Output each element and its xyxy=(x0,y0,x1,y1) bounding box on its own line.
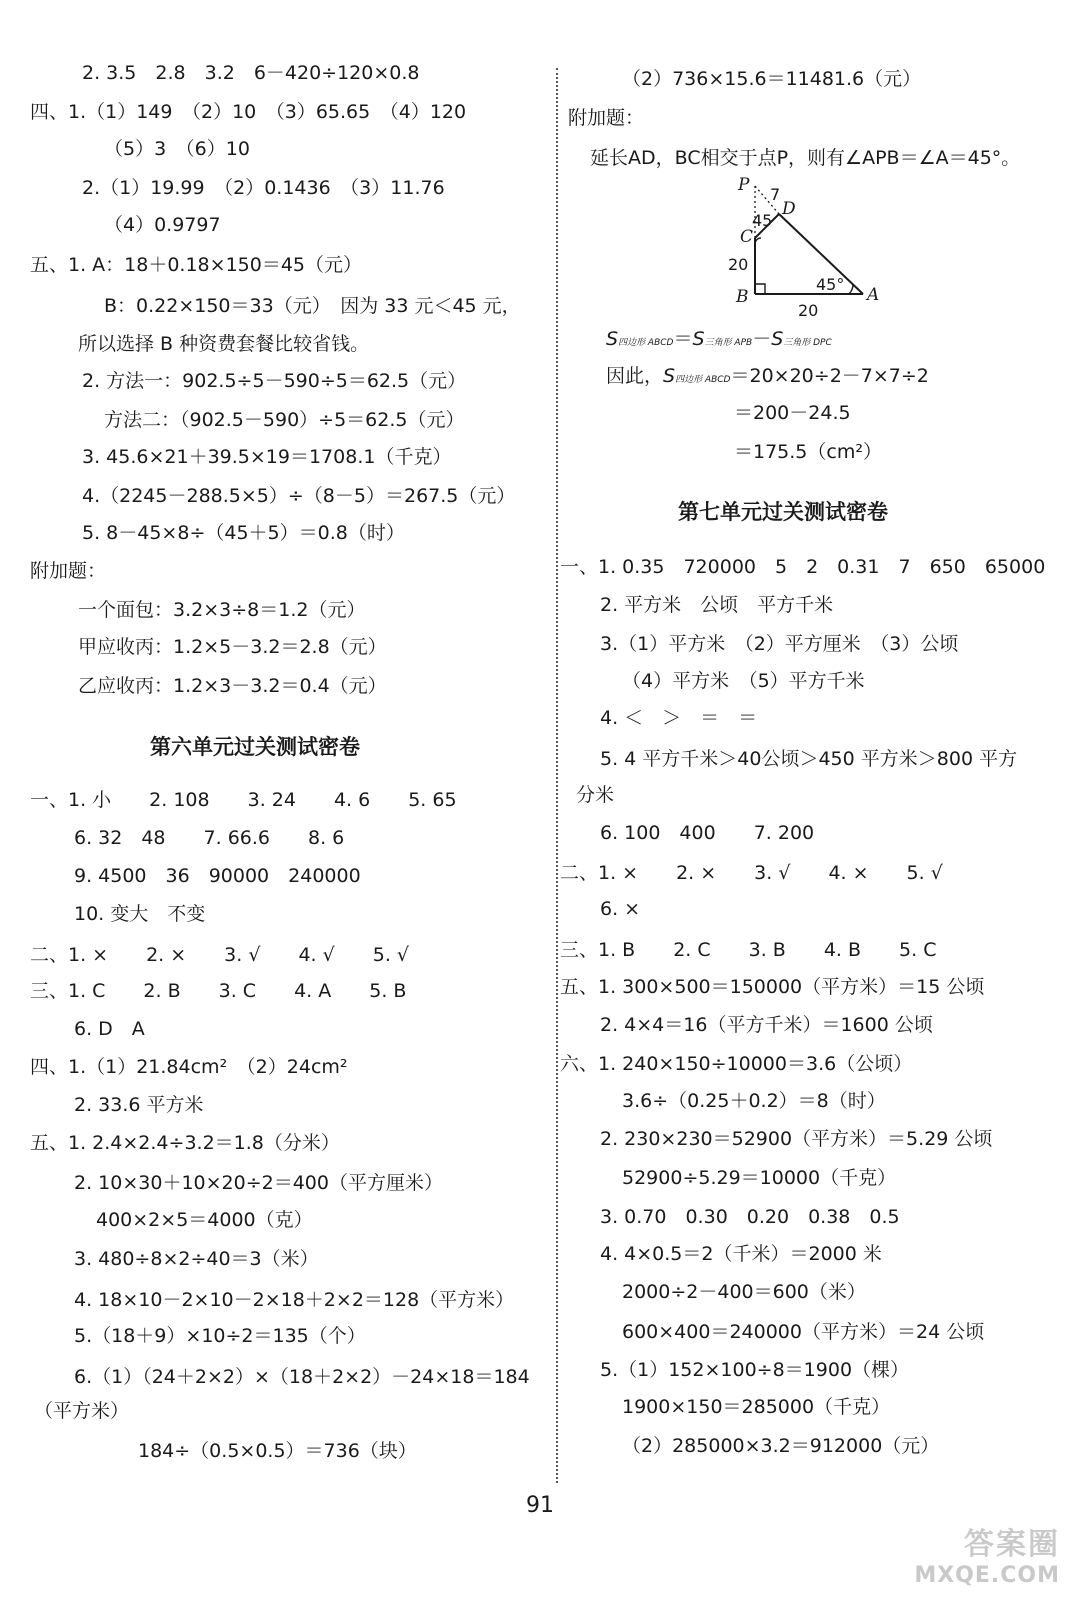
area-subscript: 四边形 ABCD xyxy=(618,338,674,348)
watermark-domain: MXQE.COM xyxy=(914,1563,1060,1588)
answer-line: 6.（1）（24＋2×2）×（18＋2×2）－24×18＝184 xyxy=(74,1366,530,1388)
label-ba-length: 20 xyxy=(798,301,819,320)
answer-line: 2. 4×4＝16（平方千米）＝1600 公顷 xyxy=(600,1014,933,1036)
area-subscript: 四边形 ABCD xyxy=(675,375,731,385)
answer-line: 3. 0.70 0.30 0.20 0.38 0.5 xyxy=(600,1206,900,1228)
answer-line: 52900÷5.29＝10000（千克） xyxy=(622,1167,897,1189)
answer-line: 1900×150＝285000（千克） xyxy=(622,1396,891,1418)
label-c: C xyxy=(740,227,754,247)
answer-line: 600×400＝240000（平方米）＝24 公顷 xyxy=(622,1321,985,1343)
calc-prefix: 因此， xyxy=(606,365,664,387)
area-symbol: S xyxy=(663,365,676,387)
area-formula xyxy=(606,326,832,356)
area-calc-line: ＝175.5（cm²） xyxy=(734,441,882,463)
answer-line: 四、1.（1）21.84cm² （2）24cm² xyxy=(30,1056,348,1078)
answer-line: 3.（1）平方米 （2）平方厘米 （3）公顷 xyxy=(600,633,959,655)
answer-line: 五、1. 300×500＝150000（平方米）＝15 公顷 xyxy=(560,976,985,998)
answer-line: 延长AD，BC相交于点P，则有∠APB＝∠A＝45°。 xyxy=(590,147,1021,169)
area-symbol: S xyxy=(771,328,784,350)
answer-line: 3.6÷（0.25＋0.2）＝8（时） xyxy=(622,1090,886,1112)
right-angle-mark xyxy=(755,284,765,294)
area-subscript: 三角形 APB xyxy=(704,338,753,348)
answer-line: 2000÷2－400＝600（米） xyxy=(622,1281,866,1303)
answer-line: 六、1. 240×150÷10000＝3.6（公顷） xyxy=(560,1053,913,1075)
answer-line: 3. 45.6×21＋39.5×19＝1708.1（千克） xyxy=(82,446,452,468)
answer-line: 一个面包：3.2×3÷8＝1.2（元） xyxy=(78,599,366,621)
answer-line: 10. 变大 不变 xyxy=(74,903,206,925)
area-subscript: 三角形 DPC xyxy=(783,338,832,348)
answer-line: 4. 4×0.5＝2（千米）＝2000 米 xyxy=(600,1243,882,1265)
column-divider xyxy=(556,68,558,1483)
answer-line: 6. × xyxy=(600,898,641,920)
answer-line: 5.（18＋9）×10÷2＝135（个） xyxy=(74,1325,366,1347)
label-angle-a: 45° xyxy=(816,275,845,294)
answer-line: 附加题： xyxy=(568,107,645,129)
answer-line: 400×2×5＝4000（克） xyxy=(96,1209,313,1231)
answer-line: 6. 32 48 7. 66.6 8. 6 xyxy=(74,827,345,849)
site-watermark xyxy=(914,1519,1060,1588)
trapezoid-diagram xyxy=(710,172,890,320)
answer-line: 4. 18×10－2×10－2×18＋2×2＝128（平方米） xyxy=(74,1289,515,1311)
answer-line: 2. 平方米 公顷 平方千米 xyxy=(600,594,834,616)
answer-line: （2）736×15.6＝11481.6（元） xyxy=(622,68,922,90)
answer-line: 三、1. C 2. B 3. C 4. A 5. B xyxy=(30,980,407,1002)
answer-line: 二、1. × 2. × 3. √ 4. × 5. √ xyxy=(560,862,943,884)
label-bc-length: 20 xyxy=(728,255,749,274)
answer-line: 2. 3.5 2.8 3.2 6－420÷120×0.8 xyxy=(82,62,420,84)
answer-line: （5）3 （6）10 xyxy=(104,138,250,160)
label-angle-p: 45 xyxy=(752,211,773,230)
label-d: D xyxy=(782,199,796,219)
label-a: A xyxy=(867,285,880,305)
angle-a-arc xyxy=(849,284,853,294)
answer-line: 2. 33.6 平方米 xyxy=(74,1094,204,1116)
answer-line: 3. 480÷8×2÷40＝3（米） xyxy=(74,1248,319,1270)
page-number: 91 xyxy=(526,1493,554,1518)
answer-line: 2. 230×230＝52900（平方米）＝5.29 公顷 xyxy=(600,1128,993,1150)
area-symbol: S xyxy=(606,328,619,350)
answer-line: 4. ＜ ＞ ＝ ＝ xyxy=(600,707,758,729)
answer-line: 方法二：（902.5－590）÷5＝62.5（元） xyxy=(104,409,465,431)
area-calc-line: ＝200－24.5 xyxy=(734,402,851,424)
answer-line: 5. 4 平方千米＞40公顷＞450 平方米＞800 平方 xyxy=(600,748,1018,770)
answer-line: 一、1. 0.35 720000 5 2 0.31 7 650 65000 xyxy=(560,556,1046,578)
label-pd-length: 7 xyxy=(770,185,781,204)
answer-line: 5.（1）152×100÷8＝1900（棵） xyxy=(600,1359,910,1381)
answer-line: 9. 4500 36 90000 240000 xyxy=(74,865,361,887)
answer-line: 2.（1）19.99 （2）0.1436 （3）11.76 xyxy=(82,177,445,199)
area-symbol: S xyxy=(692,328,705,350)
minus-sign: － xyxy=(752,328,772,350)
answer-line: 6. 100 400 7. 200 xyxy=(600,822,815,844)
section-six-title: 第六单元过关测试密卷 xyxy=(150,735,360,759)
equals-sign: ＝ xyxy=(673,328,693,350)
answer-line: 一、1. 小 2. 108 3. 24 4. 6 5. 65 xyxy=(30,789,457,811)
answer-line: （4）平方米 （5）平方千米 xyxy=(622,670,865,692)
answer-line: 4.（2245－288.5×5）÷（8－5）＝267.5（元） xyxy=(82,485,516,507)
calc-expression: ＝20×20÷2－7×7÷2 xyxy=(730,365,929,387)
answer-line: 5. 8－45×8÷（45＋5）＝0.8（时） xyxy=(82,522,405,544)
answer-line: 所以选择 B 种资费套餐比较省钱。 xyxy=(78,333,370,355)
label-p: P xyxy=(738,175,750,195)
answer-line: 甲应收丙：1.2×5－3.2＝2.8（元） xyxy=(78,636,387,658)
answer-line: 五、1. A：18＋0.18×150＝45（元） xyxy=(30,254,363,276)
answer-line: 二、1. × 2. × 3. √ 4. √ 5. √ xyxy=(30,944,409,966)
answer-line: 三、1. B 2. C 3. B 4. B 5. C xyxy=(560,939,937,961)
answer-line: （平方米） xyxy=(34,1400,130,1422)
answer-line: 2. 10×30＋10×20÷2＝400（平方厘米） xyxy=(74,1172,443,1194)
answer-line: 乙应收丙：1.2×3－3.2＝0.4（元） xyxy=(78,675,387,697)
answer-line: 分米 xyxy=(576,784,615,806)
section-seven-title: 第七单元过关测试密卷 xyxy=(678,500,888,524)
answer-line: （4）0.9797 xyxy=(104,214,221,236)
answer-line: B：0.22×150＝33（元） 因为 33 元＜45 元， xyxy=(104,295,521,317)
answer-line: 四、1.（1）149 （2）10 （3）65.65 （4）120 xyxy=(30,101,467,123)
answer-line: 附加题： xyxy=(30,560,107,582)
area-calc-line xyxy=(606,363,929,393)
answer-line: 2. 方法一：902.5÷5－590÷5＝62.5（元） xyxy=(82,370,467,392)
watermark-logo-text: 答案圈 xyxy=(964,1527,1060,1562)
answer-line: 184÷（0.5×0.5）＝736（块） xyxy=(138,1440,417,1462)
label-b: B xyxy=(736,287,749,307)
answer-line: （2）285000×3.2＝912000（元） xyxy=(622,1435,940,1457)
answer-line: 6. D A xyxy=(74,1018,145,1040)
answer-line: 五、1. 2.4×2.4÷3.2＝1.8（分米） xyxy=(30,1132,340,1154)
